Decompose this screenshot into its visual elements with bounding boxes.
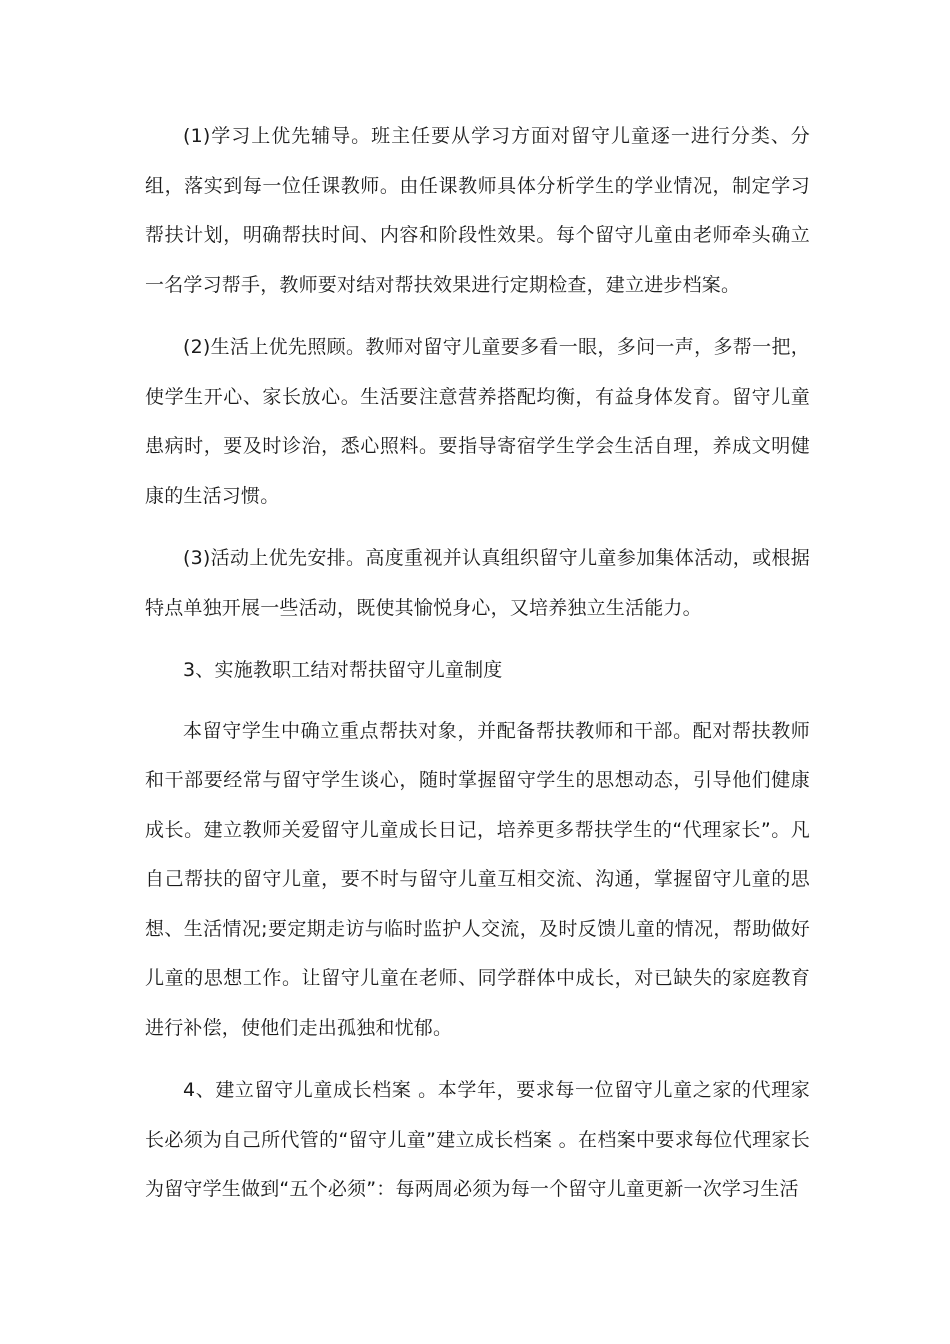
paragraph-activity-arrangement: (3)活动上优先安排。高度重视并认真组织留守儿童参加集体活动，或根据特点单独开展一些活动，既使其愉悦身心，又培养独立生活能力。 — [145, 547, 810, 619]
document-body — [145, 112, 810, 1228]
paragraph-life-care: (2)生活上优先照顾。教师对留守儿童要多看一眼，多问一声，多帮一把，使学生开心、家长放心。生活要注意营养搭配均衡，有益身体发育。留守儿童患病时，要及时诊治，悉心照料。要指导寄宿学生学会生活自理，养成文明健康的生活习惯。 — [145, 336, 810, 507]
section-heading-pairing-system: 3、实施教职工结对帮扶留守儿童制度 — [183, 659, 503, 681]
paragraph-growth-archive: 4、建立留守儿童成长档案 。本学年，要求每一位留守儿童之家的代理家长必须为自己所代管的“留守儿童”建立成长档案 。在档案中要求每位代理家长为留守学生做到“五个必须”：每两周必须为每一个留守儿童更新一次学习生活 — [145, 1079, 810, 1200]
paragraph-pairing-details: 本留守学生中确立重点帮扶对象，并配备帮扶教师和干部。配对帮扶教师和干部要经常与留守学生谈心，随时掌握留守学生的思想动态，引导他们健康成长。建立教师关爱留守儿童成长日记，培养更多帮扶学生的“代理家长”。凡自己帮扶的留守儿童，要不时与留守儿童互相交流、沟通，掌握留守儿童的思想、生活情况;要定期走访与临时监护人交流，及时反馈儿童的情况，帮助做好儿童的思想工作。让留守儿童在老师、同学群体中成长，对已缺失的家庭教育进行补偿，使他们走出孤独和忧郁。 — [145, 719, 810, 1039]
paragraph-study-guidance: (1)学习上优先辅导。班主任要从学习方面对留守儿童逐一进行分类、分组，落实到每一位任课教师。由任课教师具体分析学生的学业情况，制定学习帮扶计划，明确帮扶时间、内容和阶段性效果。每个留守儿童由老师牵头确立一名学习帮手，教师要对结对帮扶效果进行定期检查，建立进步档案。 — [145, 125, 810, 296]
